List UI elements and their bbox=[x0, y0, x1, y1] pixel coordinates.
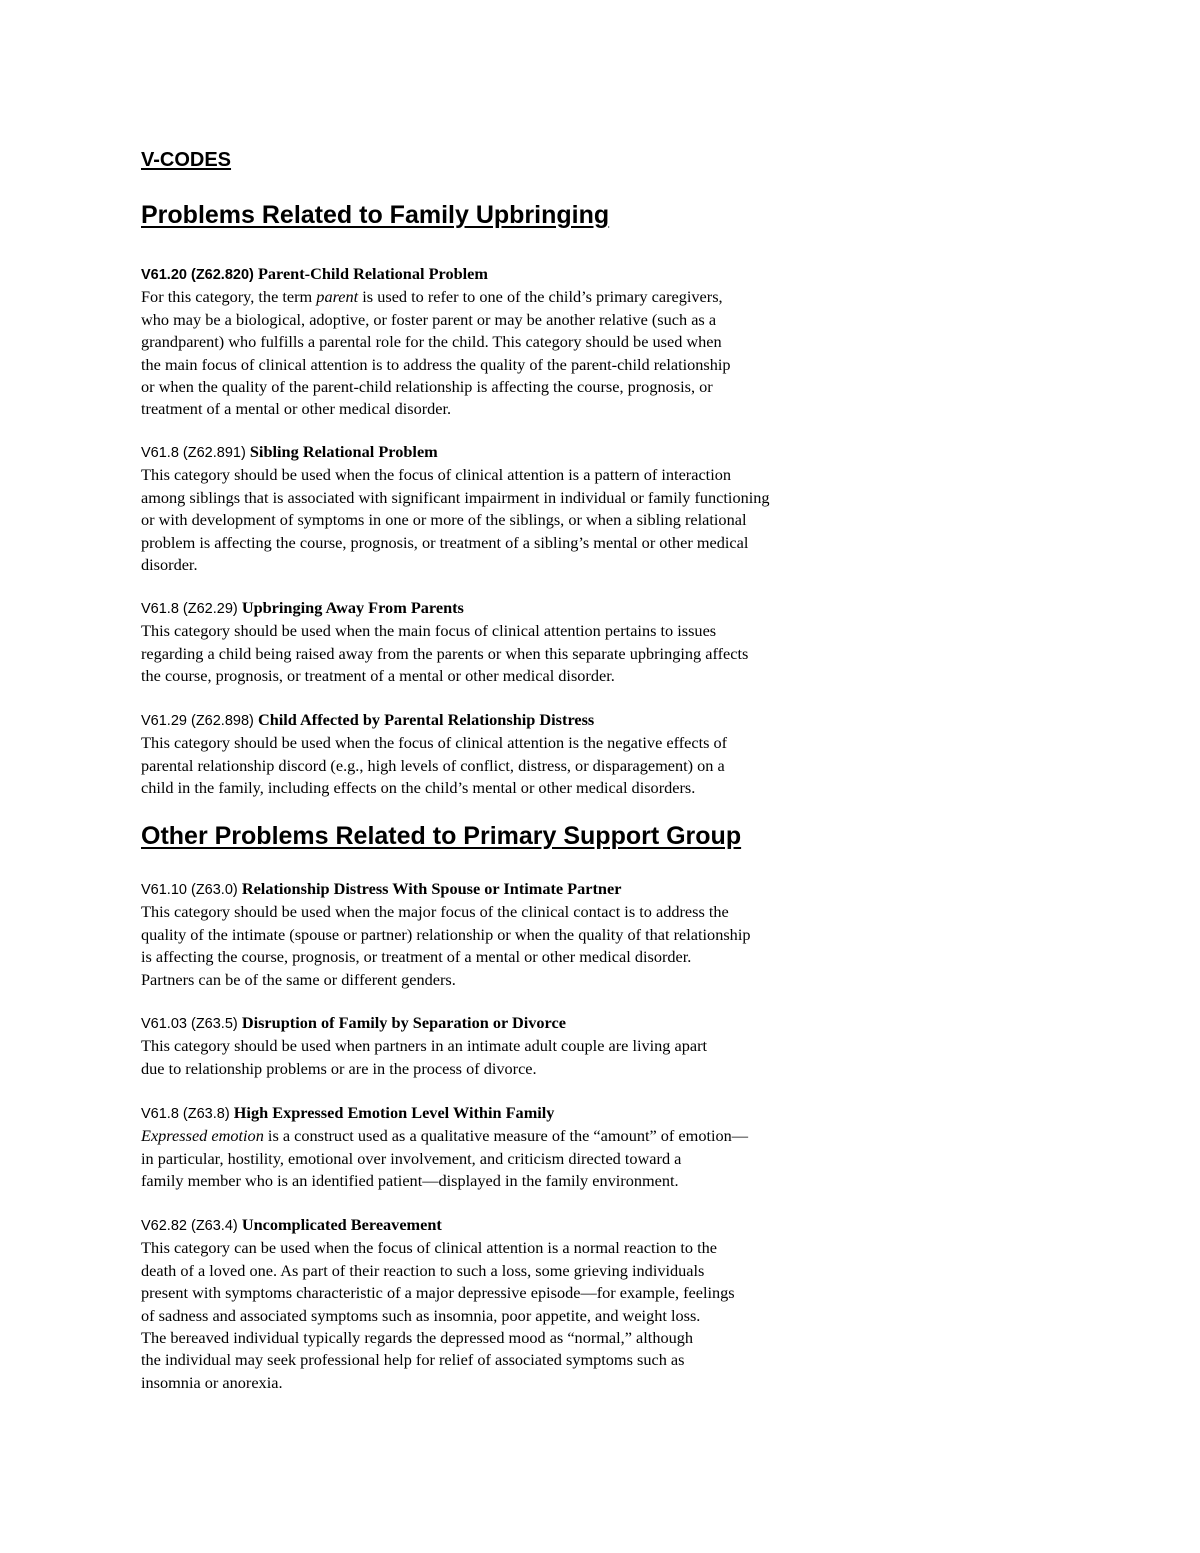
description-line: who may be a biological, adoptive, or foster parent or may be another relative (such as a bbox=[141, 309, 717, 329]
entry-name: Upbringing Away From Parents bbox=[241, 598, 464, 617]
description-line: The bereaved individual typically regards the depressed mood as “normal,” although bbox=[141, 1328, 694, 1348]
description-line: parental relationship discord (e.g., high levels of conflict, distress, or disparagement) on a bbox=[141, 755, 725, 775]
entry-name: Uncomplicated Bereavement bbox=[241, 1215, 442, 1234]
entry-header bbox=[141, 263, 961, 286]
description-line: of sadness and associated symptoms such as insomnia, poor appetite, and weight loss. bbox=[141, 1305, 701, 1325]
description-line: child in the family, including effects on the child’s mental or other medical disorders. bbox=[141, 778, 696, 798]
entry-relationship-distress-spouse bbox=[141, 878, 961, 991]
section-heading-family-upbringing: Problems Related to Family Upbringing bbox=[141, 201, 610, 229]
description-line: This category should be used when the major focus of the clinical contact is to address the bbox=[141, 902, 729, 922]
description-line: present with symptoms characteristic of a major depressive episode—for example, feelings bbox=[141, 1283, 735, 1303]
entry-child-affected-by-parental-distress bbox=[141, 709, 961, 800]
description-line: death of a loved one. As part of their reaction to such a loss, some grieving individuals bbox=[141, 1260, 705, 1280]
description-line: disorder. bbox=[141, 555, 198, 575]
description-line: the course, prognosis, or treatment of a mental or other medical disorder. bbox=[141, 666, 615, 686]
description-line: This category should be used when partners in an intimate adult couple are living apart bbox=[141, 1036, 708, 1056]
description-line: quality of the intimate (spouse or partner) relationship or when the quality of that relationship bbox=[141, 924, 751, 944]
description-line: among siblings that is associated with significant impairment in individual or family functioning bbox=[141, 487, 770, 507]
entry-sibling-relational-problem bbox=[141, 441, 961, 576]
description-line: or with development of symptoms in one or more of the siblings, or when a sibling relational bbox=[141, 510, 747, 530]
entry-header bbox=[141, 1102, 961, 1125]
entry-header bbox=[141, 878, 961, 901]
entry-uncomplicated-bereavement bbox=[141, 1214, 961, 1394]
description-line: Expressed emotion is a construct used as a qualitative measure of the “amount” of emotion— bbox=[141, 1126, 749, 1146]
entry-header bbox=[141, 441, 961, 464]
description-line: due to relationship problems or are in the process of divorce. bbox=[141, 1058, 537, 1078]
description-line: or when the quality of the parent-child relationship is affecting the course, prognosis, or bbox=[141, 377, 713, 397]
entry-name: Sibling Relational Problem bbox=[249, 442, 438, 461]
entry-name: Disruption of Family by Separation or Divorce bbox=[241, 1013, 566, 1032]
diagnostic-code: V61.03 (Z63.5) bbox=[141, 1016, 238, 1032]
description-line: grandparent) who fulfills a parental role for the child. This category should be used when bbox=[141, 332, 722, 352]
diagnostic-code: V62.82 (Z63.4) bbox=[141, 1218, 238, 1234]
description-line: Partners can be of the same or different genders. bbox=[141, 969, 456, 989]
description-line: is affecting the course, prognosis, or treatment of a mental or other medical disorder. bbox=[141, 947, 692, 967]
entry-header bbox=[141, 1012, 961, 1035]
description-line: in particular, hostility, emotional over involvement, and criticism directed toward a bbox=[141, 1148, 682, 1168]
description-line: the individual may seek professional help for relief of associated symptoms such as bbox=[141, 1350, 685, 1370]
entry-name: High Expressed Emotion Level Within Family bbox=[233, 1103, 555, 1122]
document-title: V-CODES bbox=[141, 149, 232, 171]
entry-high-expressed-emotion bbox=[141, 1102, 961, 1193]
diagnostic-code: V61.10 (Z63.0) bbox=[141, 882, 238, 898]
entry-disruption-of-family bbox=[141, 1012, 961, 1080]
description-line: regarding a child being raised away from the parents or when this separate upbringing affects bbox=[141, 643, 749, 663]
entry-header bbox=[141, 597, 961, 620]
description-line: family member who is an identified patient—displayed in the family environment. bbox=[141, 1171, 679, 1191]
emphasized-term: parent bbox=[316, 287, 359, 307]
diagnostic-code: V61.20 (Z62.820) bbox=[141, 267, 254, 283]
entry-parent-child-relational-problem bbox=[141, 263, 961, 421]
entry-name: Parent-Child Relational Problem bbox=[257, 264, 488, 283]
description-line: problem is affecting the course, prognosis, or treatment of a sibling’s mental or other medical bbox=[141, 532, 749, 552]
entry-name: Child Affected by Parental Relationship Distress bbox=[257, 710, 595, 729]
entry-header bbox=[141, 709, 961, 732]
description-line: This category should be used when the main focus of clinical attention pertains to issues bbox=[141, 621, 717, 641]
entry-header bbox=[141, 1214, 961, 1237]
section-heading-primary-support-group: Other Problems Related to Primary Support Group bbox=[141, 822, 742, 850]
description-line: treatment of a mental or other medical disorder. bbox=[141, 399, 452, 419]
description-line: This category can be used when the focus of clinical attention is a normal reaction to the bbox=[141, 1238, 717, 1258]
entry-name: Relationship Distress With Spouse or Intimate Partner bbox=[241, 879, 622, 898]
diagnostic-code: V61.8 (Z62.29) bbox=[141, 601, 238, 617]
description-line: For this category, the term parent is used to refer to one of the child’s primary caregivers, bbox=[141, 287, 723, 307]
entry-upbringing-away-from-parents bbox=[141, 597, 961, 688]
description-line: the main focus of clinical attention is to address the quality of the parent-child relationship bbox=[141, 354, 731, 374]
diagnostic-code: V61.29 (Z62.898) bbox=[141, 713, 254, 729]
description-line: This category should be used when the focus of clinical attention is the negative effects of bbox=[141, 733, 728, 753]
diagnostic-code: V61.8 (Z63.8) bbox=[141, 1106, 230, 1122]
emphasized-term: Expressed emotion bbox=[141, 1126, 264, 1146]
description-line: insomnia or anorexia. bbox=[141, 1372, 283, 1392]
description-line: This category should be used when the focus of clinical attention is a pattern of interaction bbox=[141, 465, 732, 485]
diagnostic-code: V61.8 (Z62.891) bbox=[141, 445, 246, 461]
